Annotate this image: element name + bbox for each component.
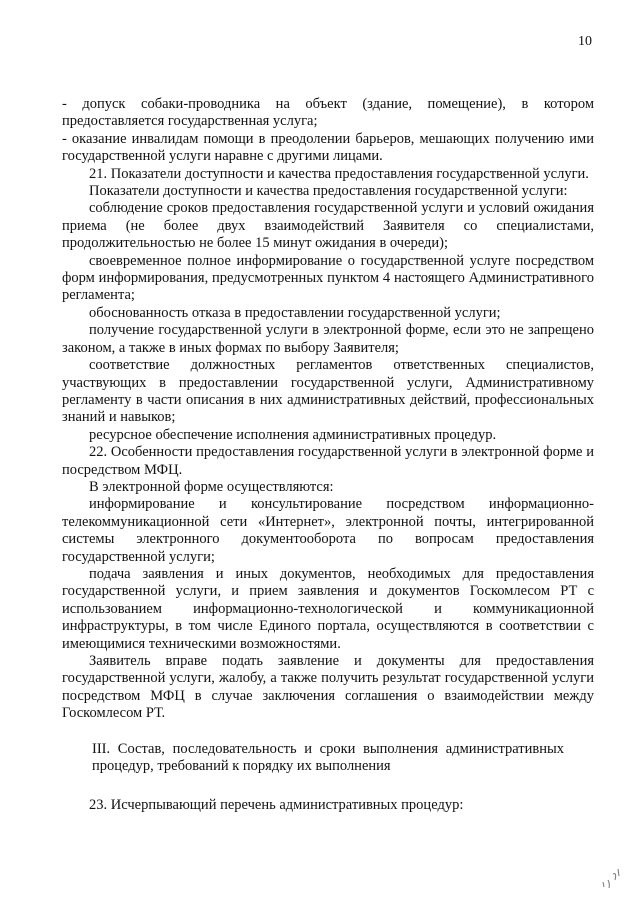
page-number: 10 [578, 34, 592, 49]
paragraph-mfc: Заявитель вправе подать заявление и документы для предоставления государственной услуги, жалобу, а также получить результат государственной услуги посредством МФЦ в случае заключения соглашения о взаимодействии между Госкомлесом РТ. [62, 653, 594, 722]
paragraph-indicators-intro: Показатели доступности и качества предоставления государственной услуги: [89, 183, 568, 200]
spacer [62, 723, 594, 741]
paragraph-deadlines: соблюдение сроков предоставления государственной услуги и условий ожидания приема (не более двух взаимодействий Заявителя со специалистами, продолжительностью не более 15 минут ожидания в очереди); [62, 200, 594, 252]
paragraph-electronic-form: получение государственной услуги в электронной форме, если это не запрещено законом, а также в иных формах по выбору Заявителя; [62, 322, 594, 356]
paragraph-assistance: - оказание инвалидам помощи в преодолении барьеров, мешающих получению ими государственной услуги наравне с другими лицами. [62, 130, 594, 165]
paragraph-compliance: соответствие должностных регламентов ответственных специалистов, участвующих в предоставлении государственной услуги, Административному регламенту в части описания в них административных действий, профессиональных знаний и навыков; [62, 357, 594, 426]
paragraph-informing: своевременное полное информирование о государственной услуге посредством форм информирования, предусмотренных пунктом 4 настоящего Административного регламента; [62, 252, 594, 304]
paragraph-23-title: 23. Исчерпывающий перечень административных процедур: [89, 797, 464, 814]
paragraph-22-title: 22. Особенности предоставления государственной услуги в электронной форме и посредством МФЦ. [62, 444, 594, 478]
paragraph-resources: ресурсное обеспечение исполнения административных процедур. [89, 426, 497, 443]
paragraph-21-title: 21. Показатели доступности и качества предоставления государственной услуги. [89, 165, 589, 182]
paragraph-guide-dog: - допуск собаки-проводника на объект (здание, помещение), в котором предоставляется государственная услуга; [62, 96, 594, 130]
paragraph-submission: подача заявления и иных документов, необходимых для предоставления государственной услуги, и прием заявления и документов Госкомлесом РТ с использованием информационно-технологической и коммуникационной инфраструктуры, в том числе Единого портала, осуществляются в соответствии с имеющимися техническими возможностями. [62, 565, 594, 652]
section-heading: III. Состав, последовательность и сроки выполнения административных процедур, требований к порядку их выполнения [92, 740, 564, 775]
paragraph-electronic-intro: В электронной форме осуществляются: [89, 478, 334, 495]
handwritten-mark [600, 860, 622, 890]
document-body [62, 96, 594, 815]
paragraph-refusal: обоснованность отказа в предоставлении государственной услуги; [89, 304, 501, 321]
spacer [62, 775, 594, 797]
paragraph-consulting: информирование и консультирование посредством информационно-телекоммуникационной сети «Интернет», электронной почты, интегрированной системы электронного документооборота по вопросам предоставления государственной услуги; [62, 496, 594, 565]
